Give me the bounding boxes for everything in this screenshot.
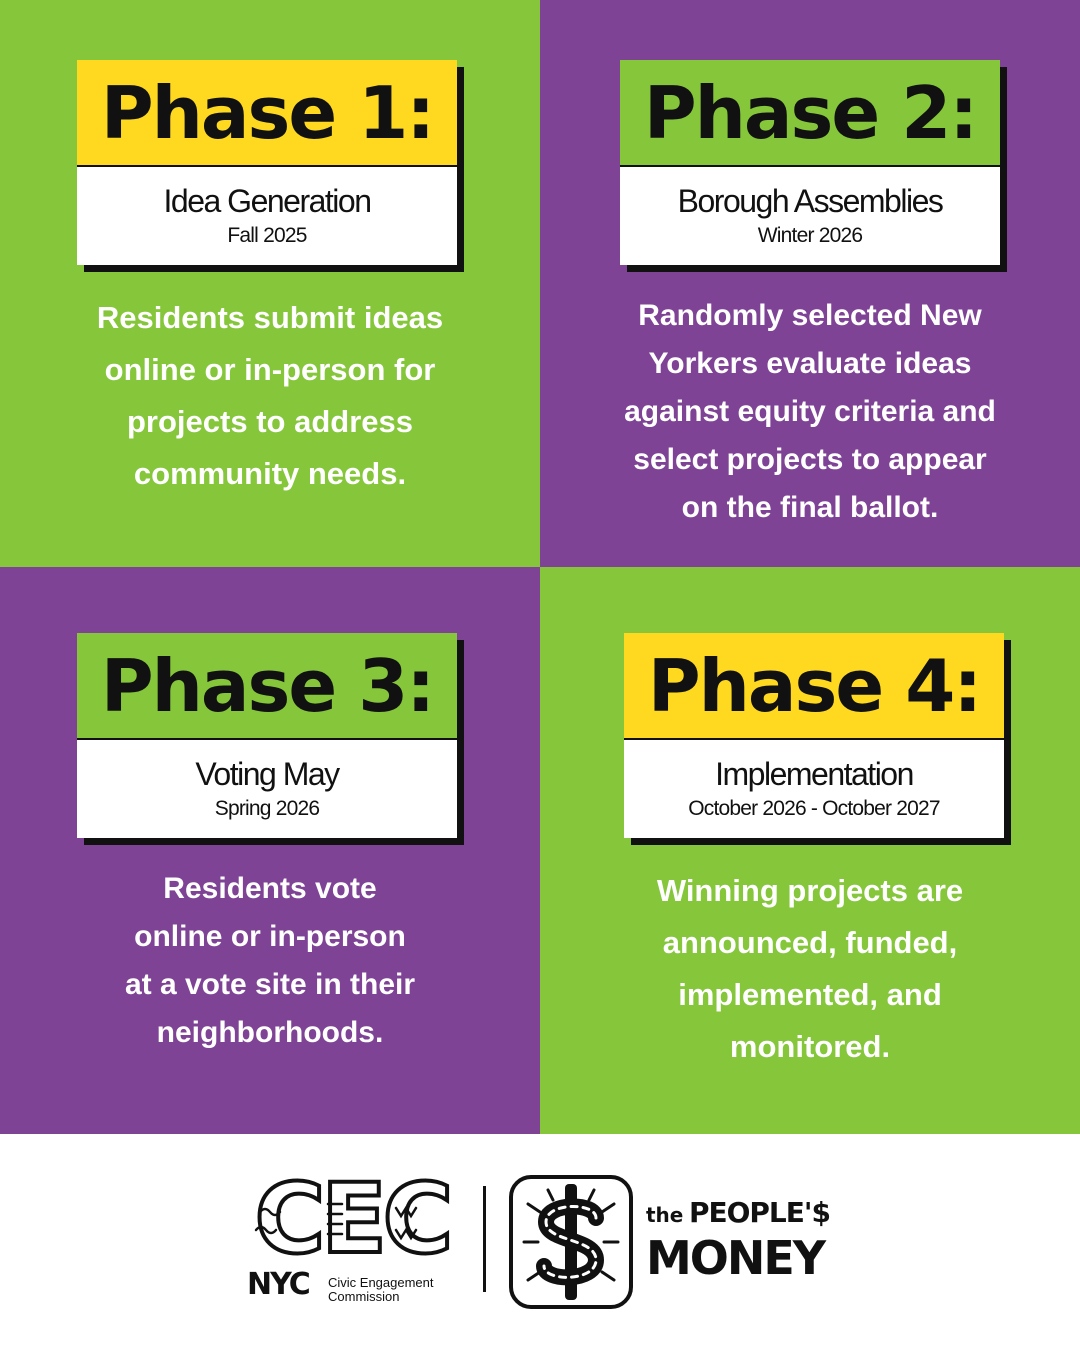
commission-line-1: Civic Engagement xyxy=(328,1275,434,1290)
phase-4-desc-line: Winning projects are xyxy=(656,873,964,908)
phase-3-desc-line: neighborhoods. xyxy=(156,1016,384,1049)
phase-1-desc-line: online or in-person for xyxy=(104,352,436,387)
phase-4-title: Phase 4: xyxy=(624,633,1004,738)
phase-1-title: Phase 1: xyxy=(77,60,457,165)
phase-2-subtitle: Borough Assemblies xyxy=(677,183,943,220)
phase-4-info xyxy=(624,738,1004,838)
phase-2-panel xyxy=(540,0,1080,567)
phase-3-card xyxy=(77,633,457,838)
phase-3-info xyxy=(77,738,457,838)
phase-3-panel xyxy=(0,567,540,1134)
commission-name xyxy=(328,1276,434,1304)
phase-1-desc-line: community needs. xyxy=(133,456,407,491)
cec-logo xyxy=(236,1178,468,1260)
phase-2-desc-line: on the final ballot. xyxy=(681,491,939,524)
cec-logo-text: CEC xyxy=(254,1178,450,1260)
brand-people: PEOPLE'$ xyxy=(688,1196,830,1229)
phase-4-description xyxy=(570,865,1050,1073)
brand-money: MONEY xyxy=(646,1231,825,1285)
phase-2-info xyxy=(620,165,1000,265)
phase-3-date: Spring 2026 xyxy=(214,796,320,820)
phase-2-desc-line: Randomly selected New xyxy=(638,299,982,332)
phase-2-date: Winter 2026 xyxy=(757,223,863,247)
nyc-mark: NYC xyxy=(247,1267,309,1302)
phase-1-panel xyxy=(0,0,540,567)
dollar-sign-icon xyxy=(508,1174,634,1310)
phase-3-description xyxy=(30,865,510,1057)
phase-2-card xyxy=(620,60,1000,265)
phase-4-subtitle: Implementation xyxy=(715,756,913,793)
phase-2-desc-line: against equity criteria and xyxy=(624,395,996,428)
phase-3-desc-line: Residents vote xyxy=(163,872,377,905)
phase-4-date: October 2026 - October 2027 xyxy=(688,796,940,820)
brand-the: the xyxy=(646,1203,684,1227)
phase-4-card xyxy=(624,633,1004,838)
phase-3-desc-line: online or in-person xyxy=(134,920,406,953)
phase-2-desc-line: Yorkers evaluate ideas xyxy=(648,347,972,380)
phase-4-panel xyxy=(540,567,1080,1134)
phase-3-subtitle: Voting May xyxy=(195,756,339,793)
phase-1-desc-line: Residents submit ideas xyxy=(96,300,444,335)
phase-2-title: Phase 2: xyxy=(620,60,1000,165)
phase-1-card xyxy=(77,60,457,265)
phase-1-description xyxy=(30,292,510,500)
peoples-money-line-1 xyxy=(646,1196,830,1234)
footer xyxy=(0,1134,1080,1350)
phase-4-desc-line: monitored. xyxy=(729,1029,891,1064)
peoples-money-logo xyxy=(646,1196,830,1285)
commission-line-2: Commission xyxy=(328,1289,400,1304)
phase-2-desc-line: select projects to appear xyxy=(633,443,987,476)
phase-4-desc-line: implemented, and xyxy=(678,977,942,1012)
phase-1-desc-line: projects to address xyxy=(127,404,413,439)
phase-3-title: Phase 3: xyxy=(77,633,457,738)
phase-2-description xyxy=(560,292,1060,532)
phase-4-desc-line: announced, funded, xyxy=(662,925,958,960)
phase-1-subtitle: Idea Generation xyxy=(163,183,371,220)
phase-3-desc-line: at a vote site in their xyxy=(124,968,416,1001)
phase-1-date: Fall 2025 xyxy=(227,223,307,247)
phase-1-info xyxy=(77,165,457,265)
logo-divider xyxy=(483,1186,486,1292)
